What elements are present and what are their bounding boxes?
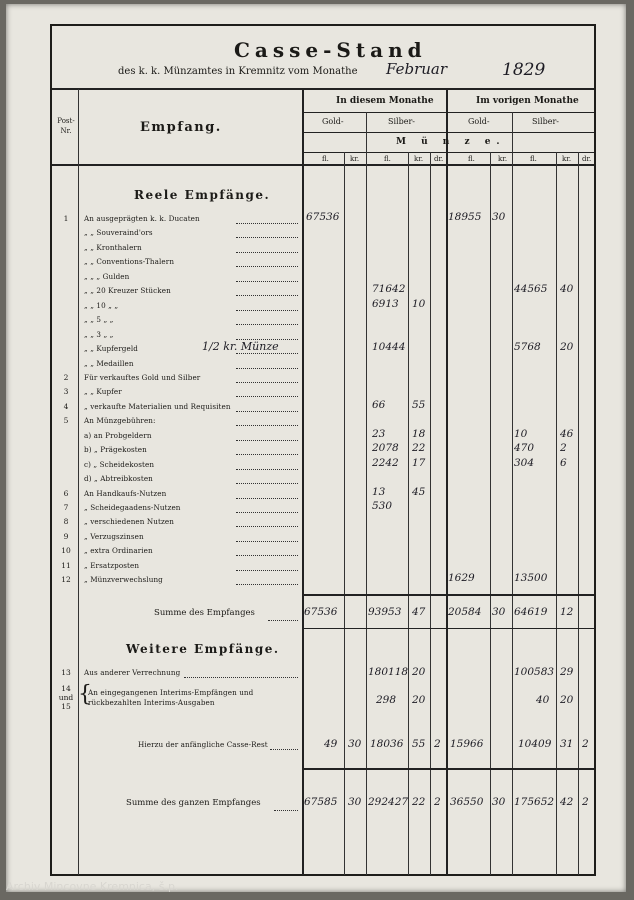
row-cell: 18955 <box>448 211 482 223</box>
archive-watermark: Archiv Mincovne Kremnica, š.p. <box>6 880 179 893</box>
silber-header-1: Silber- <box>388 117 415 126</box>
row-cell: 2 <box>434 738 441 750</box>
row-cell: 20 <box>560 341 574 354</box>
unit-label: fl. <box>468 155 475 163</box>
row-label: Aus anderer Verrechnung <box>84 668 181 677</box>
row-label: d) „ Abtreibkosten <box>84 474 153 484</box>
row-label: „ extra Ordinarien <box>84 546 153 556</box>
unit-label: kr. <box>498 155 508 163</box>
row-cell: 40 <box>560 283 574 296</box>
row-label: An Handkaufs-Nutzen <box>84 488 167 498</box>
row-label: Für verkauftes Gold und Silber <box>84 372 201 382</box>
row-cell: 2 <box>560 442 567 455</box>
row-label: „ „ Medaillen <box>84 358 134 368</box>
unit-label: fl. <box>322 155 329 163</box>
row-label: Hierzu der anfängliche Casse-Rest <box>138 740 268 749</box>
im-vorigen-header: Im vorigen Monathe <box>476 96 579 106</box>
row-nr: 1 <box>63 214 69 223</box>
row-nr: 7 <box>63 503 69 512</box>
row-label: An ausgeprägten k. k. Ducaten <box>84 214 200 223</box>
year: 1829 <box>502 60 546 80</box>
row-nr: 9 <box>63 531 69 541</box>
row-nr: 10 <box>61 546 71 556</box>
row-label: „ „ „ Gulden <box>84 271 130 281</box>
row-label: „ „ 5 „ „ <box>84 315 114 325</box>
section-weitere: Weitere Empfänge. <box>126 642 280 656</box>
row-nr: 14 und 15 <box>58 684 74 711</box>
row-cell: 1629 <box>448 572 475 585</box>
gold-header-2: Gold- <box>468 117 490 126</box>
row-cell: 45 <box>412 485 426 498</box>
unit-label: kr. <box>414 155 424 163</box>
unit-label: kr. <box>562 155 572 163</box>
row-label: „ „ 3 „ „ <box>84 329 114 339</box>
row-cell: 10 <box>514 427 528 440</box>
row-cell: 66 <box>372 398 386 411</box>
row-label: „ „ Souveraind'ors <box>84 228 153 238</box>
row-cell: 180118 <box>368 666 409 678</box>
row-label: „ Ersatzposten <box>84 560 140 570</box>
row-nr: 4 <box>63 401 69 411</box>
sum-cell: 12 <box>560 606 574 618</box>
row-cell: 40 <box>536 694 550 706</box>
row-cell: 18 <box>412 427 426 440</box>
sum-cell: 64619 <box>514 606 548 618</box>
unit-label: fl. <box>530 155 537 163</box>
row-label: „ „ Kronthalern <box>84 242 142 252</box>
row-cell: 44565 <box>514 283 548 296</box>
silber-header-2: Silber- <box>532 117 559 126</box>
row-cell: 298 <box>376 694 397 706</box>
row-handwritten-note: 1/2 kr. Münze <box>202 340 279 354</box>
row-label: „ verschiedenen Nutzen <box>84 517 174 527</box>
post-nr-header: Post-Nr. <box>57 117 75 135</box>
row-label: „ Scheidegaadens-Nutzen <box>84 503 181 512</box>
section-reele: Reele Empfänge. <box>134 188 271 202</box>
row-nr: 12 <box>61 575 71 585</box>
row-cell: 29 <box>560 666 574 678</box>
unit-label: dr. <box>434 155 444 163</box>
ledger-page: Casse-Stand des k. k. Münzamtes in Kremnitz vom Monathe Februar 1829 Post-Nr. Empfang. In diesem Monathe Im vorigen Monathe Gold- Silber- Gold- Silber- M ü n z e. fl. kr. fl. kr. dr. fl. kr. fl. kr. dr. Reele Empfänge. Summe des Empfanges 67536 93953 47 20584 30 64619 12 Weitere Empfänge. 13 Aus anderer Verrechnung 180118 20 100583 29 14 und 15 { An eingegangenen Interims-Empfängen und rückbezahlten Interims-Ausgaben 298 20 40 20 Hierzu der anfängliche Casse-Rest 49 30 18036 55 2 15966 10409 31 2 Summe des ganzen Empfanges 67585 30 292427 22 2 36550 30 175652 42 2 1 An ausgeprägten k. k. Ducaten 67536 18955 30 „ „ Souveraind'ors „ „ Kronthalern „ „ Conventions-Thalern „ „ „ Gulden „ „ 20 Kreuzer Stücken 71642 44565 40 „ „ 10 „ „ 6913 10 „ „ 5 „ „ „ „ 3 „ „ „ „ Kupfergeld 1/2 kr. Münze 10444 5768 20 „ „ Medaillen 2 Für verkauftes Gold und Silber 3 „ „ Kupfer 4 „ verkaufte Materialien und Requisiten 66 55 5 An Münzgebühren: a) an Probgeldern 23 18 10 46 b) „ Prägekosten 2078 22 470 2 c) „ Scheidekosten 2242 17 304 6 d) „ Abtreibkosten 6 An Handkaufs-Nutzen 13 45 7 „ Scheidegaadens-Nutzen 530 8 „ verschiedenen Nutzen 9 „ Verzugszinsen 10 „ extra Ordinarien 11 „ Ersatzposten 12 „ Münzverwechslung 1629 13500 <box>6 4 626 892</box>
total-cell: 292427 <box>368 796 409 808</box>
row-nr: 2 <box>63 372 69 382</box>
unit-label: fl. <box>384 155 391 163</box>
row-cell: 55 <box>412 398 426 411</box>
row-cell: 100583 <box>514 666 555 678</box>
row-cell: 49 <box>324 738 338 750</box>
row-cell: 530 <box>372 500 393 512</box>
row-cell: 15966 <box>450 738 484 750</box>
row-cell: 22 <box>412 442 426 455</box>
in-diesem-header: In diesem Monathe <box>336 96 434 106</box>
row-cell: 18036 <box>370 738 404 750</box>
total-cell: 30 <box>348 796 362 808</box>
unit-label: kr. <box>350 155 360 163</box>
month-divider <box>446 89 448 875</box>
row-label: „ verkaufte Materialien und Requisiten <box>84 401 231 411</box>
row-nr: 11 <box>61 560 71 570</box>
total-cell: 2 <box>582 796 589 808</box>
total-cell: 42 <box>560 796 574 808</box>
sum-cell: 20584 <box>448 606 482 618</box>
row-label: c) „ Scheidekosten <box>84 459 155 469</box>
row-label: „ „ 10 „ „ <box>84 300 119 310</box>
row-label: „ „ Kupfer <box>84 387 122 397</box>
total-cell: 2 <box>434 796 441 808</box>
row-label: b) „ Prägekosten <box>84 445 147 455</box>
sum-cell: 30 <box>492 606 506 618</box>
month-handwritten: Februar <box>386 60 448 78</box>
row-cell: 30 <box>492 211 506 223</box>
row-cell: 10 <box>412 297 426 310</box>
row-label: „ Münzverwechslung <box>84 575 163 585</box>
gold-header-1: Gold- <box>322 117 344 126</box>
row-cell: 20 <box>560 694 574 706</box>
row-cell: 10409 <box>518 738 552 750</box>
row-cell: 31 <box>560 738 574 750</box>
total-cell: 67585 <box>304 796 338 808</box>
row-nr: 6 <box>63 488 69 498</box>
row-label: „ „ 20 Kreuzer Stücken <box>84 286 171 296</box>
row-cell: 55 <box>412 738 426 750</box>
total-cell: 22 <box>412 796 426 808</box>
row-nr: 13 <box>61 668 71 677</box>
unit-label: dr. <box>582 155 592 163</box>
row-cell: 470 <box>514 442 535 455</box>
row-nr: 8 <box>63 517 69 527</box>
total-cell: 36550 <box>450 796 484 808</box>
row-cell: 2 <box>582 738 589 750</box>
post-nr-divider <box>78 89 79 875</box>
row-nr: 3 <box>63 387 69 397</box>
amount-divider <box>302 89 304 875</box>
sum-cell: 93953 <box>368 606 402 618</box>
row-cell: 2242 <box>372 456 399 469</box>
row-cell: 304 <box>514 456 535 469</box>
header-rule <box>52 88 594 90</box>
row-cell: 2078 <box>372 442 399 455</box>
row-cell: 23 <box>372 427 386 440</box>
empfang-header: Empfang. <box>140 120 222 135</box>
total-cell: 30 <box>492 796 506 808</box>
muenze-header: M ü n z e. <box>396 137 506 147</box>
summe-empfanges-label: Summe des Empfanges <box>154 608 255 618</box>
row-cell: 67536 <box>306 211 340 223</box>
summe-ganzen-label: Summe des ganzen Empfanges <box>126 798 261 808</box>
row-cell: 46 <box>560 427 574 440</box>
sum-cell: 67536 <box>304 606 338 618</box>
sum-cell: 47 <box>412 606 426 618</box>
row-cell: 6 <box>560 456 567 469</box>
row-label: „ Verzugszinsen <box>84 531 144 541</box>
row-nr: 5 <box>63 416 69 426</box>
row-cell: 6913 <box>372 297 399 310</box>
row-label: „ „ Kupfergeld <box>84 344 138 354</box>
row-cell: 13 <box>372 485 386 498</box>
row-cell: 5768 <box>514 341 541 354</box>
row-cell: 13500 <box>514 572 548 585</box>
row-cell: 20 <box>412 666 426 678</box>
row-cell: 20 <box>412 694 426 706</box>
row-label: An Münzgebühren: <box>84 416 156 426</box>
row-cell: 17 <box>412 456 426 469</box>
row-label: An eingegangenen Interims-Empfängen und rückbezahlten Interims-Ausgaben <box>88 688 254 707</box>
row-cell: 71642 <box>372 283 406 296</box>
page-title: Casse-Stand <box>234 38 427 62</box>
total-cell: 175652 <box>514 796 555 808</box>
row-cell: 30 <box>348 738 362 750</box>
row-cell: 10444 <box>372 341 406 354</box>
row-label: a) an Probgeldern <box>84 430 152 440</box>
page-subtitle: des k. k. Münzamtes in Kremnitz vom Monathe <box>118 66 358 77</box>
row-label: „ „ Conventions-Thalern <box>84 257 175 267</box>
